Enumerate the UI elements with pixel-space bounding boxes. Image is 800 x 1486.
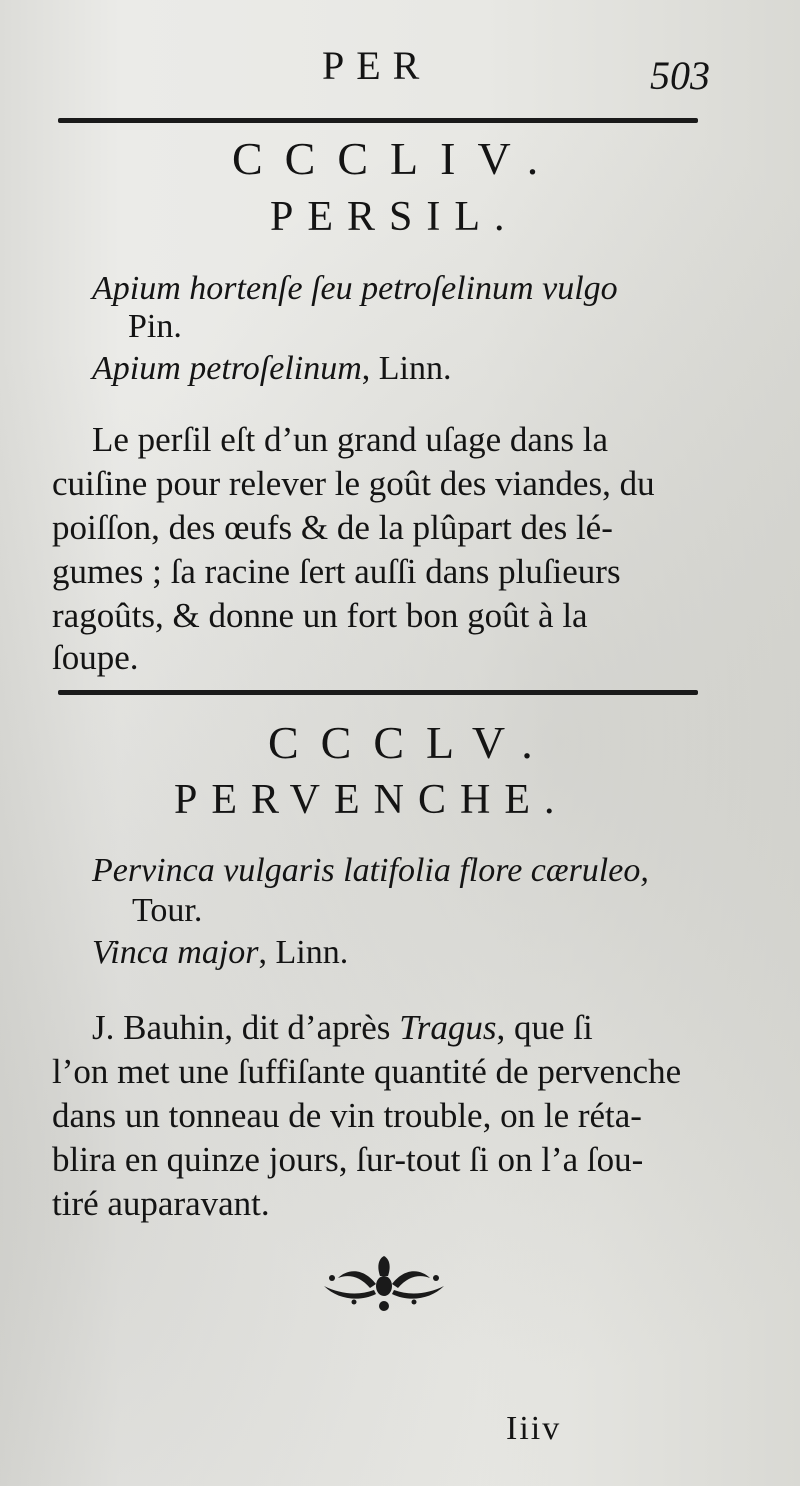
entry-number-heading: CCCLIV. (232, 133, 561, 184)
body-text-segment: , que ſi (496, 1008, 593, 1047)
synonym-linnaeus (92, 350, 451, 388)
synonym-latin: Apium petroſelinum (92, 350, 362, 387)
body-text-line (92, 1008, 593, 1048)
body-text-line: Le perſil eſt d’un grand uſage dans la (92, 420, 609, 459)
page-number: 503 (650, 53, 710, 98)
section-rule (58, 690, 698, 695)
body-text-italic: Tragus (399, 1008, 497, 1047)
body-text-line: gumes ; ſa racine ſert auſſi dans pluſieurs (52, 552, 621, 591)
body-text-line: tiré auparavant. (52, 1184, 270, 1223)
body-text-line: l’on met une ſuffiſante quantité de pervenche (52, 1052, 682, 1091)
body-text-line: poiſſon, des œufs & de la plûpart des lé- (52, 508, 613, 547)
running-head: PER (322, 43, 432, 88)
synonym-linnaeus (92, 934, 348, 972)
synonym-latin: Pervinca vulgaris latifolia flore cæruleo, (92, 852, 649, 889)
synonym-author: Tour. (132, 892, 203, 929)
synonym-latin: Vinca major (92, 934, 259, 971)
body-text-segment: J. Bauhin, dit d’après (92, 1008, 400, 1047)
entry-title: PERVENCHE. (174, 777, 569, 823)
entry-title: PERSIL. (270, 194, 519, 240)
entry-number-heading: CCCLV. (268, 717, 555, 768)
header-rule (58, 118, 698, 123)
fleuron-ornament-icon (318, 1256, 450, 1314)
body-text-line: dans un tonneau de vin trouble, on le réta- (52, 1096, 642, 1135)
body-text-line: cuiſine pour relever le goût des viandes, du (52, 464, 655, 503)
synonym-author: , Linn. (258, 934, 349, 971)
body-text-line: blira en quinze jours, ſur-tout ſi on l’a ſou- (52, 1140, 644, 1179)
body-text-line: ſoupe. (52, 638, 139, 677)
synonym-latin: Apium hortenſe ſeu petroſelinum vulgo (92, 270, 618, 307)
synonym-author: Pin. (128, 308, 182, 345)
synonym-author: , Linn. (361, 350, 452, 387)
body-text-line: ragoûts, & donne un fort bon goût à la (52, 596, 588, 635)
signature-mark: Iiiv (506, 1410, 562, 1447)
